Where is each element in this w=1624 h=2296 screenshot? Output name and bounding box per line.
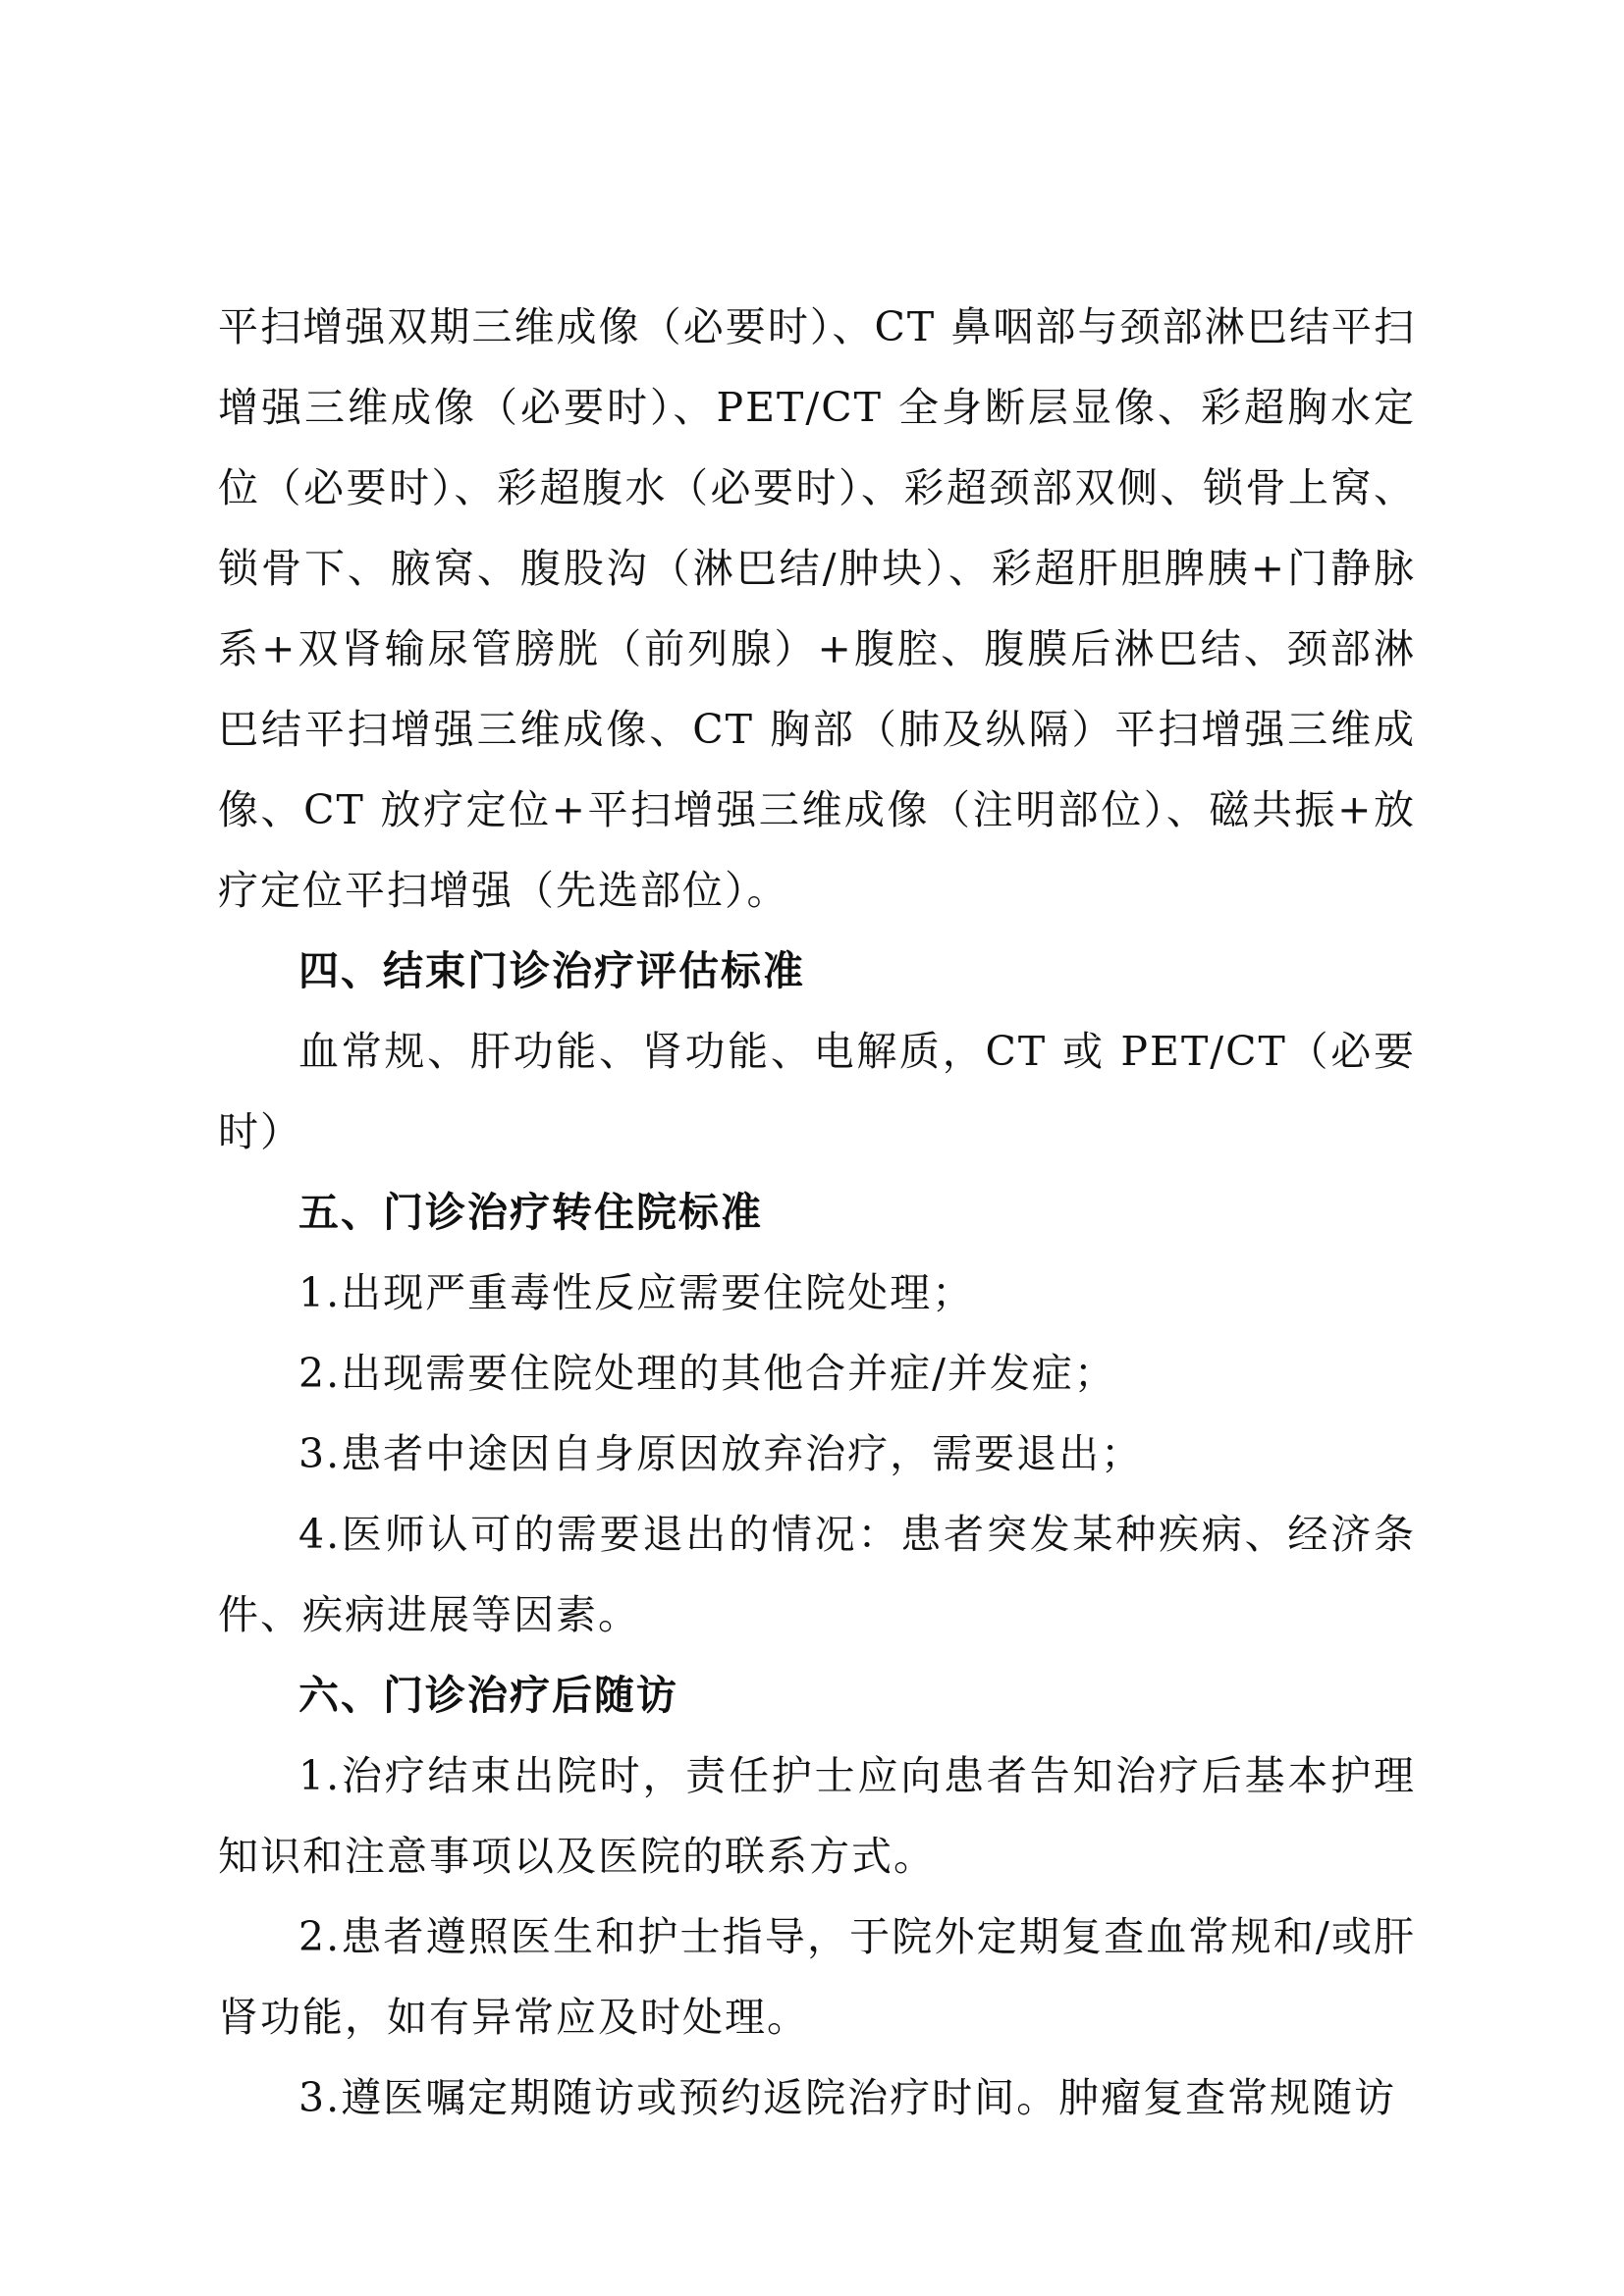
section-6-item-1: 1.治疗结束出院时，责任护士应向患者告知治疗后基本护理知识和注意事项以及医院的联系方式。 [218, 1752, 1416, 1880]
section-5-item-3: 3.患者中途因自身原因放弃治疗，需要退出； [298, 1430, 1144, 1477]
section-4-body: 血常规、肝功能、肾功能、电解质，CT 或 PET/CT（必要时） [218, 1028, 1416, 1155]
section-5-item-2: 2.出现需要住院处理的其他合并症/并发症； [298, 1350, 1116, 1397]
section-6-item-2: 2.患者遵照医生和护士指导，于院外定期复查血常规和/或肝肾功能，如有异常应及时处理。 [218, 1913, 1416, 2041]
section-5-heading: 五、门诊治疗转住院标准 [298, 1189, 763, 1236]
section-5-item-1: 1.出现严重毒性反应需要住院处理； [298, 1269, 975, 1316]
section-4-heading: 四、结束门诊治疗评估标准 [298, 947, 805, 994]
section-5-item-4: 4.医师认可的需要退出的情况：患者突发某种疾病、经济条件、疾病进展等因素。 [218, 1511, 1416, 1638]
exam-list-paragraph: 平扫增强双期三维成像（必要时）、CT 鼻咽部与颈部淋巴结平扫增强三维成像（必要时）、PET/CT 全身断层显像、彩超胸水定位（必要时）、彩超腹水（必要时）、彩超颈部双侧、锁骨上窝、锁骨下、腋窝、腹股沟（淋巴结/肿块）、彩超肝胆脾胰+门静脉系+双肾输尿管膀胱（前列腺）+腹腔、腹膜后淋巴结、颈部淋巴结平扫增强三维成像、CT 胸部（肺及纵隔）平扫增强三维成像、CT 放疗定位+平扫增强三维成像（注明部位）、磁共振+放疗定位平扫增强（先选部位）。 [218, 303, 1416, 914]
section-6-item-3: 3.遵医嘱定期随访或预约返院治疗时间。肿瘤复查常规随访 [298, 2074, 1397, 2121]
section-6-heading: 六、门诊治疗后随访 [298, 1672, 678, 1719]
document-body [218, 287, 1416, 2138]
